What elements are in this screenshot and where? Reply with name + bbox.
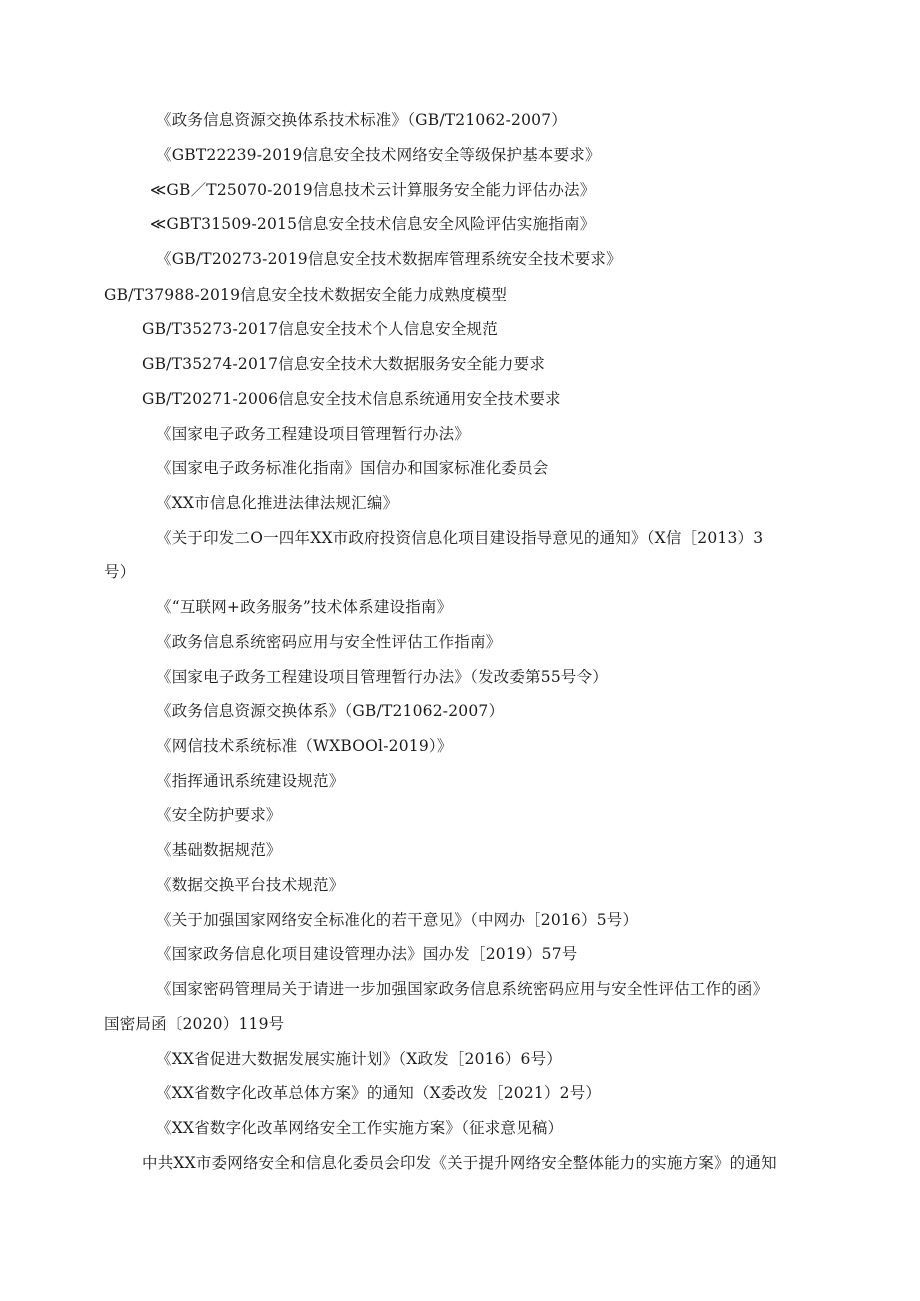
reference-line-9: GB/T20271-2006信息安全技术信息系统通用安全技术要求 <box>142 390 561 408</box>
reference-line-12: 《XX市信息化推进法律法规汇编》 <box>156 494 399 512</box>
reference-line-17: 《政务信息资源交换体系》（GB/T21062-2007） <box>156 702 505 720</box>
reference-line-4: ≪GBT31509-2015信息安全技术信息安全风险评估实施指南》 <box>150 215 596 233</box>
reference-line-7: GB/T35273-2017信息安全技术个人信息安全规范 <box>142 320 498 338</box>
reference-line-24: 《国家政务信息化项目建设管理办法》国办发［2019）57号 <box>156 945 578 963</box>
reference-line-13: 《关于印发二O一四年XX市政府投资信息化项目建设指导意见的通知》（X信［2013）3 <box>156 529 764 547</box>
reference-line-5: 《GB/T20273-2019信息安全技术数据库管理系统安全技术要求》 <box>156 250 622 268</box>
reference-line-3: ≪GB／T25070-2019信息技术云计算服务安全能力评估办法》 <box>150 181 596 199</box>
reference-line-16: 《国家电子政务工程建设项目管理暂行办法》（发改委第55号令） <box>156 668 608 686</box>
reference-line-8: GB/T35274-2017信息安全技术大数据服务安全能力要求 <box>142 355 546 373</box>
reference-line-11: 《国家电子政务标准化指南》国信办和国家标准化委员会 <box>156 459 549 477</box>
reference-line-25: 《国家密码管理局关于请进一步加强国家政务信息系统密码应用与安全性评估工作的函》 <box>156 980 769 998</box>
reference-line-21: 《基础数据规范》 <box>156 841 282 859</box>
reference-line-25-continued: 国密局函〔2020）119号 <box>104 1015 285 1033</box>
reference-line-23: 《关于加强国家网络安全标准化的若干意见》（中网办［2016）5号） <box>156 911 639 929</box>
reference-line-20: 《安全防护要求》 <box>156 806 282 824</box>
reference-line-19: 《指挥通讯系统建设规范》 <box>156 772 345 790</box>
reference-line-10: 《国家电子政务工程建设项目管理暂行办法》 <box>156 425 471 443</box>
reference-line-26: 《XX省促进大数据发展实施计划》（X政发［2016）6号） <box>156 1050 562 1068</box>
reference-line-18: 《网信技术系统标准（WXBOOl-2019）》 <box>156 737 453 755</box>
reference-line-1: 《政务信息资源交换体系技术标准》（GB/T21062-2007） <box>156 111 567 129</box>
reference-line-14: 《“互联网+政务服务”技术体系建设指南》 <box>156 598 453 616</box>
reference-line-2: 《GBT22239-2019信息安全技术网络安全等级保护基本要求》 <box>156 146 601 164</box>
reference-line-28: 《XX省数字化改革网络安全工作实施方案》（征求意见稿） <box>156 1119 564 1137</box>
reference-line-15: 《政务信息系统密码应用与安全性评估工作指南》 <box>156 633 502 651</box>
reference-line-27: 《XX省数字化改革总体方案》的通知（X委改发［2021）2号） <box>156 1084 602 1102</box>
reference-line-6: GB/T37988-2019信息安全技术数据安全能力成熟度模型 <box>104 286 508 304</box>
reference-line-22: 《数据交换平台技术规范》 <box>156 876 345 894</box>
reference-line-29: 中共XX市委网络安全和信息化委员会印发《关于提升网络安全整体能力的实施方案》的通知 <box>142 1154 777 1172</box>
reference-line-13-continued: 号） <box>104 563 136 581</box>
